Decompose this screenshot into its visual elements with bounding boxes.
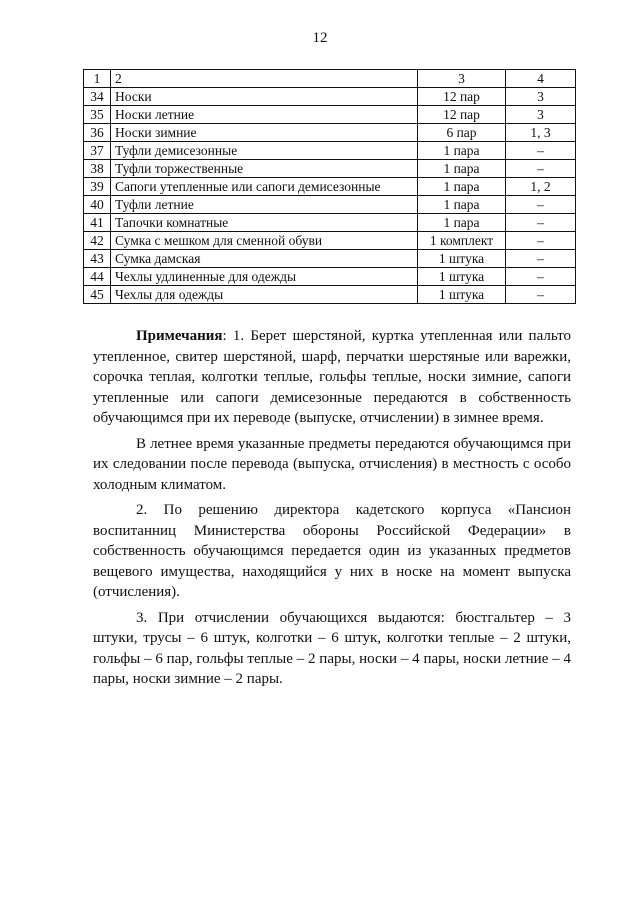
items-table — [83, 69, 576, 304]
row-quantity: 1 пара — [418, 160, 506, 178]
table-row — [84, 124, 576, 142]
note-1-text: : 1. Берет шерстяной, куртка утепленная или пальто утепленное, свитер шерстяной, шарф, перчатки шерстяные или варежки, сорочка теплая, колготки теплые, гольфы теплые, носки зимние, сапоги утепленные или сапоги демисезонные передаются в собственность обучающимся при их переводе (выпуске, отчислении) в зимнее время. — [93, 328, 571, 426]
column-header-number: 1 — [84, 70, 111, 88]
row-quantity: 1 пара — [418, 214, 506, 232]
notes-label: Примечания — [136, 328, 223, 344]
table-row — [84, 250, 576, 268]
table-row — [84, 178, 576, 196]
table-row — [84, 286, 576, 304]
row-number: 38 — [84, 160, 111, 178]
row-note: 1, 3 — [506, 124, 576, 142]
row-number: 45 — [84, 286, 111, 304]
row-note: – — [506, 286, 576, 304]
row-note: – — [506, 214, 576, 232]
row-quantity: 1 пара — [418, 142, 506, 160]
row-name: Тапочки комнатные — [111, 214, 418, 232]
table-row — [84, 160, 576, 178]
row-note: 1, 2 — [506, 178, 576, 196]
row-note: – — [506, 160, 576, 178]
table-row — [84, 196, 576, 214]
row-name: Носки зимние — [111, 124, 418, 142]
row-name: Носки летние — [111, 106, 418, 124]
row-note: – — [506, 268, 576, 286]
table-header-row — [84, 70, 576, 88]
row-quantity: 1 штука — [418, 250, 506, 268]
row-quantity: 6 пар — [418, 124, 506, 142]
row-note: – — [506, 142, 576, 160]
column-header-quantity: 3 — [418, 70, 506, 88]
row-name: Сумка дамская — [111, 250, 418, 268]
note-paragraph-3: 2. По решению директора кадетского корпуса «Пансион воспитанниц Министерства обороны Российской Федерации» в собственность обучающимся передается один из указанных предметов вещевого имущества, находящийся у них в носке на момент выпуска (отчисления). — [93, 502, 571, 600]
row-note: 3 — [506, 106, 576, 124]
row-name: Носки — [111, 88, 418, 106]
row-quantity: 1 пара — [418, 178, 506, 196]
row-name: Туфли торжественные — [111, 160, 418, 178]
row-quantity: 12 пар — [418, 106, 506, 124]
notes-section — [93, 326, 571, 695]
row-number: 44 — [84, 268, 111, 286]
table-row — [84, 214, 576, 232]
table-row — [84, 106, 576, 124]
note-paragraph-2: В летнее время указанные предметы передаются обучающимся при их следовании после перевода (выпуска, отчисления) в местность с особо холодным климатом. — [93, 435, 571, 493]
row-number: 34 — [84, 88, 111, 106]
row-quantity: 1 штука — [418, 286, 506, 304]
row-note: 3 — [506, 88, 576, 106]
table-row — [84, 268, 576, 286]
row-number: 39 — [84, 178, 111, 196]
column-header-note: 4 — [506, 70, 576, 88]
row-quantity: 12 пар — [418, 88, 506, 106]
row-name: Чехлы удлиненные для одежды — [111, 268, 418, 286]
row-note: – — [506, 196, 576, 214]
row-note: – — [506, 232, 576, 250]
column-header-name: 2 — [111, 70, 418, 88]
row-number: 37 — [84, 142, 111, 160]
row-name: Туфли демисезонные — [111, 142, 418, 160]
row-number: 40 — [84, 196, 111, 214]
row-number: 43 — [84, 250, 111, 268]
table-row — [84, 142, 576, 160]
note-paragraph-4: 3. При отчислении обучающихся выдаются: бюстгальтер – 3 штуки, трусы – 6 штук, колготки – 6 штук, колготки теплые – 2 штуки, гольфы – 6 пар, гольфы теплые – 2 пары, носки – 4 пары, носки летние – 4 пары, носки зимние – 2 пары. — [93, 609, 571, 687]
note-paragraph-1 — [93, 326, 571, 429]
table-row — [84, 232, 576, 250]
row-name: Сапоги утепленные или сапоги демисезонные — [111, 178, 418, 196]
row-number: 35 — [84, 106, 111, 124]
row-name: Сумка с мешком для сменной обуви — [111, 232, 418, 250]
row-number: 42 — [84, 232, 111, 250]
row-number: 36 — [84, 124, 111, 142]
row-quantity: 1 штука — [418, 268, 506, 286]
page-number: 12 — [312, 30, 328, 46]
row-number: 41 — [84, 214, 111, 232]
row-note: – — [506, 250, 576, 268]
row-name: Чехлы для одежды — [111, 286, 418, 304]
table-row — [84, 88, 576, 106]
row-quantity: 1 комплект — [418, 232, 506, 250]
row-quantity: 1 пара — [418, 196, 506, 214]
row-name: Туфли летние — [111, 196, 418, 214]
